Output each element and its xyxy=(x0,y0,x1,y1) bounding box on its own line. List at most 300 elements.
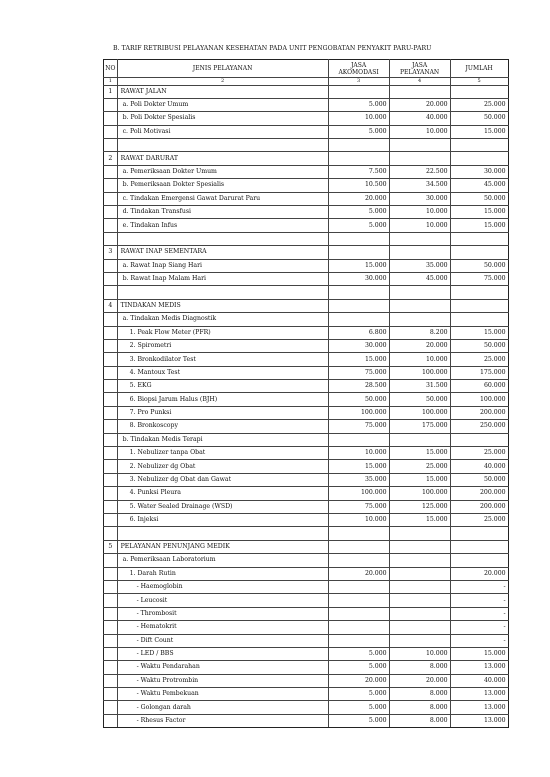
table-row xyxy=(104,272,509,285)
jumlah-value: 200.000 xyxy=(450,500,508,513)
jumlah-value: - xyxy=(450,594,508,607)
jasa-akomodasi-value xyxy=(328,85,389,98)
service-name: 6. Injeksi xyxy=(117,514,328,527)
table-row xyxy=(104,366,509,379)
row-number xyxy=(104,594,118,607)
jumlah-value: 25.000 xyxy=(450,353,508,366)
table-row xyxy=(104,567,509,580)
jasa-pelayanan-value: 20.000 xyxy=(389,98,450,111)
jasa-akomodasi-value xyxy=(328,580,389,593)
row-number xyxy=(104,286,118,299)
jasa-pelayanan-value xyxy=(389,433,450,446)
jasa-pelayanan-value: 25.000 xyxy=(389,460,450,473)
jasa-akomodasi-value: 50.000 xyxy=(328,393,389,406)
header-no: NO xyxy=(104,60,118,78)
jasa-akomodasi-value: 5.000 xyxy=(328,206,389,219)
jasa-pelayanan-value: 8.000 xyxy=(389,701,450,714)
row-number xyxy=(104,125,118,138)
jasa-pelayanan-value: 40.000 xyxy=(389,112,450,125)
table-row xyxy=(104,286,509,299)
jumlah-value: 13.000 xyxy=(450,714,508,727)
service-name: 3. Nebulizer dg Obat dan Gawat xyxy=(117,473,328,486)
service-name: 1. Darah Rutin xyxy=(117,567,328,580)
jasa-pelayanan-value xyxy=(389,634,450,647)
jumlah-value: 100.000 xyxy=(450,393,508,406)
jasa-pelayanan-value: 45.000 xyxy=(389,272,450,285)
jumlah-value: - xyxy=(450,580,508,593)
jumlah-value: 50.000 xyxy=(450,112,508,125)
jasa-pelayanan-value: 100.000 xyxy=(389,487,450,500)
table-row xyxy=(104,447,509,460)
table-row xyxy=(104,85,509,98)
row-number xyxy=(104,139,118,152)
row-number xyxy=(104,514,118,527)
service-name: a. Poli Dokter Umum xyxy=(117,98,328,111)
service-name: - Waktu Pembekuan xyxy=(117,688,328,701)
jumlah-value: 60.000 xyxy=(450,380,508,393)
jasa-akomodasi-value: 15.000 xyxy=(328,353,389,366)
jasa-akomodasi-value: 75.000 xyxy=(328,366,389,379)
jasa-pelayanan-value: 15.000 xyxy=(389,447,450,460)
row-number xyxy=(104,353,118,366)
jasa-pelayanan-value xyxy=(389,299,450,312)
table-row xyxy=(104,125,509,138)
jumlah-value xyxy=(450,152,508,165)
jasa-akomodasi-value xyxy=(328,621,389,634)
row-number xyxy=(104,634,118,647)
jasa-pelayanan-value: 50.000 xyxy=(389,393,450,406)
jasa-akomodasi-value xyxy=(328,232,389,245)
service-name: b. Rawat Inap Malam Hari xyxy=(117,272,328,285)
service-name: - LED / BBS xyxy=(117,647,328,660)
jasa-akomodasi-value xyxy=(328,540,389,553)
row-number xyxy=(104,380,118,393)
row-number xyxy=(104,527,118,540)
service-name: - Hematokrit xyxy=(117,621,328,634)
table-row xyxy=(104,647,509,660)
jumlah-value: 40.000 xyxy=(450,674,508,687)
table-header xyxy=(104,60,509,78)
jasa-akomodasi-value: 30.000 xyxy=(328,272,389,285)
table-row xyxy=(104,206,509,219)
table-row xyxy=(104,393,509,406)
jasa-pelayanan-value xyxy=(389,594,450,607)
row-number xyxy=(104,447,118,460)
jasa-akomodasi-value: 10.000 xyxy=(328,447,389,460)
jumlah-value: 15.000 xyxy=(450,219,508,232)
service-name: 6. Biopsi Jarum Halus (BJH) xyxy=(117,393,328,406)
jasa-pelayanan-value: 125.000 xyxy=(389,500,450,513)
service-name: RAWAT JALAN xyxy=(117,85,328,98)
row-number xyxy=(104,179,118,192)
jumlah-value: 13.000 xyxy=(450,688,508,701)
jasa-pelayanan-value xyxy=(389,567,450,580)
jasa-akomodasi-value: 5.000 xyxy=(328,647,389,660)
column-number: 5 xyxy=(450,78,508,86)
service-name: 7. Pro Punksi xyxy=(117,406,328,419)
table-row xyxy=(104,688,509,701)
service-name: a. Pemeriksaan Laboratorium xyxy=(117,554,328,567)
row-number xyxy=(104,326,118,339)
jasa-pelayanan-value xyxy=(389,85,450,98)
row-number xyxy=(104,647,118,660)
row-number xyxy=(104,661,118,674)
jasa-pelayanan-value: 15.000 xyxy=(389,514,450,527)
service-name: 8. Bronkoscopy xyxy=(117,420,328,433)
jasa-pelayanan-value: 20.000 xyxy=(389,674,450,687)
table-row xyxy=(104,594,509,607)
service-name xyxy=(117,139,328,152)
row-number xyxy=(104,406,118,419)
jasa-akomodasi-value: 100.000 xyxy=(328,406,389,419)
row-number xyxy=(104,433,118,446)
table-row xyxy=(104,420,509,433)
jumlah-value: 15.000 xyxy=(450,125,508,138)
jasa-akomodasi-value: 30.000 xyxy=(328,339,389,352)
row-number: 5 xyxy=(104,540,118,553)
table-row xyxy=(104,674,509,687)
jasa-akomodasi-value: 5.000 xyxy=(328,688,389,701)
jumlah-value xyxy=(450,246,508,259)
jasa-pelayanan-value xyxy=(389,139,450,152)
service-name: - Dift Count xyxy=(117,634,328,647)
table-row xyxy=(104,621,509,634)
jasa-akomodasi-value xyxy=(328,139,389,152)
service-name: RAWAT INAP SEMENTARA xyxy=(117,246,328,259)
service-name: - Golongan darah xyxy=(117,701,328,714)
table-row xyxy=(104,500,509,513)
column-number: 3 xyxy=(328,78,389,86)
jasa-akomodasi-value: 5.000 xyxy=(328,125,389,138)
jumlah-value: - xyxy=(450,621,508,634)
table-row xyxy=(104,714,509,727)
row-number xyxy=(104,219,118,232)
jasa-pelayanan-value: 8.000 xyxy=(389,714,450,727)
row-number: 3 xyxy=(104,246,118,259)
jasa-akomodasi-value: 15.000 xyxy=(328,259,389,272)
jasa-pelayanan-value: 10.000 xyxy=(389,125,450,138)
row-number xyxy=(104,366,118,379)
jasa-pelayanan-value: 10.000 xyxy=(389,219,450,232)
jasa-pelayanan-value: 31.500 xyxy=(389,380,450,393)
jumlah-value xyxy=(450,139,508,152)
jasa-pelayanan-value: 8.200 xyxy=(389,326,450,339)
jumlah-value: 200.000 xyxy=(450,406,508,419)
jasa-akomodasi-value: 20.000 xyxy=(328,192,389,205)
jasa-akomodasi-value: 5.000 xyxy=(328,701,389,714)
row-number xyxy=(104,393,118,406)
jasa-pelayanan-value xyxy=(389,540,450,553)
jumlah-value: 250.000 xyxy=(450,420,508,433)
jumlah-value xyxy=(450,313,508,326)
jumlah-value: 50.000 xyxy=(450,339,508,352)
service-name: 4. Punksi Pleura xyxy=(117,487,328,500)
service-name: - Haemoglobin xyxy=(117,580,328,593)
jasa-pelayanan-value: 34.500 xyxy=(389,179,450,192)
service-name: 5. EKG xyxy=(117,380,328,393)
jasa-akomodasi-value xyxy=(328,607,389,620)
jumlah-value: - xyxy=(450,607,508,620)
jasa-akomodasi-value: 75.000 xyxy=(328,500,389,513)
service-name: e. Tindakan Infus xyxy=(117,219,328,232)
jasa-pelayanan-value: 100.000 xyxy=(389,366,450,379)
jasa-pelayanan-value: 15.000 xyxy=(389,473,450,486)
jasa-akomodasi-value: 10.000 xyxy=(328,514,389,527)
table-row xyxy=(104,246,509,259)
jasa-akomodasi-value xyxy=(328,433,389,446)
jasa-akomodasi-value: 75.000 xyxy=(328,420,389,433)
table-row xyxy=(104,634,509,647)
jumlah-value xyxy=(450,540,508,553)
table-row xyxy=(104,219,509,232)
service-name: b. Tindakan Medis Terapi xyxy=(117,433,328,446)
jumlah-value xyxy=(450,85,508,98)
jumlah-value xyxy=(450,554,508,567)
row-number: 2 xyxy=(104,152,118,165)
column-number: 4 xyxy=(389,78,450,86)
jasa-akomodasi-value xyxy=(328,299,389,312)
table-row xyxy=(104,406,509,419)
service-name: a. Pemeriksaan Dokter Umum xyxy=(117,165,328,178)
service-name: PELAYANAN PENUNJANG MEDIK xyxy=(117,540,328,553)
jumlah-value: 13.000 xyxy=(450,701,508,714)
row-number xyxy=(104,580,118,593)
row-number: 1 xyxy=(104,85,118,98)
row-number xyxy=(104,259,118,272)
jasa-pelayanan-value: 10.000 xyxy=(389,206,450,219)
jumlah-value: 15.000 xyxy=(450,647,508,660)
jasa-pelayanan-value xyxy=(389,232,450,245)
table-row xyxy=(104,339,509,352)
service-name: b. Poli Dokter Spesialis xyxy=(117,112,328,125)
jasa-pelayanan-value: 10.000 xyxy=(389,353,450,366)
document-title: B. TARIF RETRIBUSI PELAYANAN KESEHATAN PADA UNIT PENGOBATAN PENYAKIT PARU-PARU xyxy=(113,45,432,52)
service-name: - Thrombosit xyxy=(117,607,328,620)
service-name: - Rhesus Factor xyxy=(117,714,328,727)
service-name: 4. Mantoux Test xyxy=(117,366,328,379)
row-number xyxy=(104,607,118,620)
jasa-pelayanan-value xyxy=(389,313,450,326)
jumlah-value: 200.000 xyxy=(450,487,508,500)
service-name: - Leucosit xyxy=(117,594,328,607)
jumlah-value: 25.000 xyxy=(450,447,508,460)
row-number: 4 xyxy=(104,299,118,312)
jasa-pelayanan-value: 100.000 xyxy=(389,406,450,419)
jumlah-value: 20.000 xyxy=(450,567,508,580)
jasa-pelayanan-value xyxy=(389,580,450,593)
table-row xyxy=(104,580,509,593)
jumlah-value: 25.000 xyxy=(450,98,508,111)
jasa-akomodasi-value: 6.800 xyxy=(328,326,389,339)
jasa-akomodasi-value xyxy=(328,246,389,259)
jasa-pelayanan-value xyxy=(389,554,450,567)
row-number xyxy=(104,621,118,634)
jumlah-value: 50.000 xyxy=(450,259,508,272)
row-number xyxy=(104,192,118,205)
service-name: c. Poli Motivasi xyxy=(117,125,328,138)
jasa-pelayanan-value: 35.000 xyxy=(389,259,450,272)
jasa-akomodasi-value xyxy=(328,634,389,647)
jasa-pelayanan-value: 8.000 xyxy=(389,688,450,701)
jumlah-value xyxy=(450,232,508,245)
table-row xyxy=(104,326,509,339)
jasa-akomodasi-value xyxy=(328,527,389,540)
row-number xyxy=(104,688,118,701)
jasa-akomodasi-value: 100.000 xyxy=(328,487,389,500)
jumlah-value: 30.000 xyxy=(450,165,508,178)
service-name: 1. Nebulizer tanpa Obat xyxy=(117,447,328,460)
jasa-akomodasi-value: 7.500 xyxy=(328,165,389,178)
table-row xyxy=(104,380,509,393)
table-row xyxy=(104,192,509,205)
jasa-pelayanan-value xyxy=(389,246,450,259)
row-number xyxy=(104,473,118,486)
column-number: 2 xyxy=(117,78,328,86)
column-number: 1 xyxy=(104,78,118,86)
jumlah-value: 50.000 xyxy=(450,473,508,486)
jasa-pelayanan-value xyxy=(389,152,450,165)
header-akomodasi-line1: JASA xyxy=(351,61,367,69)
jumlah-value: 13.000 xyxy=(450,661,508,674)
jasa-pelayanan-value xyxy=(389,527,450,540)
header-pelayanan-line1: JASA xyxy=(412,61,428,69)
row-number xyxy=(104,674,118,687)
header-jumlah: JUMLAH xyxy=(450,60,508,78)
jumlah-value: 40.000 xyxy=(450,460,508,473)
row-number xyxy=(104,460,118,473)
jasa-akomodasi-value: 5.000 xyxy=(328,219,389,232)
service-name: c. Tindakan Emergensi Gawat Darurat Paru xyxy=(117,192,328,205)
service-name: 2. Nebulizer dg Obat xyxy=(117,460,328,473)
jasa-akomodasi-value: 15.000 xyxy=(328,460,389,473)
jasa-pelayanan-value: 30.000 xyxy=(389,192,450,205)
jasa-pelayanan-value: 8.000 xyxy=(389,661,450,674)
jasa-pelayanan-value: 20.000 xyxy=(389,339,450,352)
service-name: TINDAKAN MEDIS xyxy=(117,299,328,312)
service-name: b. Pemeriksaan Dokter Spesialis xyxy=(117,179,328,192)
table-row xyxy=(104,661,509,674)
service-name: d. Tindakan Transfusi xyxy=(117,206,328,219)
jasa-akomodasi-value xyxy=(328,313,389,326)
table-row xyxy=(104,540,509,553)
row-number xyxy=(104,98,118,111)
jumlah-value: 15.000 xyxy=(450,206,508,219)
row-number xyxy=(104,567,118,580)
table-row xyxy=(104,299,509,312)
jasa-akomodasi-value: 10.500 xyxy=(328,179,389,192)
row-number xyxy=(104,232,118,245)
header-pelayanan-line2: PELAYANAN xyxy=(400,68,440,76)
jasa-akomodasi-value xyxy=(328,594,389,607)
jasa-akomodasi-value: 28.500 xyxy=(328,380,389,393)
jasa-akomodasi-value: 5.000 xyxy=(328,98,389,111)
service-name: a. Rawat Inap Siang Hari xyxy=(117,259,328,272)
jasa-pelayanan-value: 10.000 xyxy=(389,647,450,660)
table-row xyxy=(104,139,509,152)
service-name: - Waktu Protrombin xyxy=(117,674,328,687)
service-name: 1. Peak Flow Meter (PFR) xyxy=(117,326,328,339)
jumlah-value: 45.000 xyxy=(450,179,508,192)
row-number xyxy=(104,701,118,714)
table-row xyxy=(104,152,509,165)
service-name: - Waktu Pendarahan xyxy=(117,661,328,674)
row-number xyxy=(104,339,118,352)
jumlah-value xyxy=(450,433,508,446)
service-name xyxy=(117,232,328,245)
service-name: 5. Water Sealed Drainage (WSD) xyxy=(117,500,328,513)
jumlah-value xyxy=(450,286,508,299)
table-row xyxy=(104,487,509,500)
jasa-pelayanan-value xyxy=(389,607,450,620)
table-row xyxy=(104,514,509,527)
table-row xyxy=(104,313,509,326)
table-row xyxy=(104,607,509,620)
row-number xyxy=(104,112,118,125)
jasa-akomodasi-value xyxy=(328,152,389,165)
header-jasa-akomodasi xyxy=(328,60,389,78)
jumlah-value: 15.000 xyxy=(450,326,508,339)
jumlah-value: 25.000 xyxy=(450,514,508,527)
jumlah-value: 75.000 xyxy=(450,272,508,285)
jasa-pelayanan-value: 175.000 xyxy=(389,420,450,433)
table-row xyxy=(104,527,509,540)
jumlah-value xyxy=(450,527,508,540)
table-row xyxy=(104,701,509,714)
jumlah-value: - xyxy=(450,634,508,647)
header-jenis-pelayanan: JENIS PELAYANAN xyxy=(117,60,328,78)
row-number xyxy=(104,420,118,433)
jasa-akomodasi-value xyxy=(328,554,389,567)
service-name xyxy=(117,286,328,299)
service-name: a. Tindakan Medis Diagnostik xyxy=(117,313,328,326)
table-row xyxy=(104,554,509,567)
service-name: RAWAT DARURAT xyxy=(117,152,328,165)
jasa-akomodasi-value: 5.000 xyxy=(328,661,389,674)
table-row xyxy=(104,112,509,125)
row-number xyxy=(104,272,118,285)
jasa-pelayanan-value xyxy=(389,621,450,634)
column-number-row xyxy=(104,78,509,86)
header-jasa-pelayanan xyxy=(389,60,450,78)
table-row xyxy=(104,473,509,486)
row-number xyxy=(104,554,118,567)
jasa-akomodasi-value: 35.000 xyxy=(328,473,389,486)
service-name: 2. Spirometri xyxy=(117,339,328,352)
row-number xyxy=(104,313,118,326)
jasa-akomodasi-value: 20.000 xyxy=(328,567,389,580)
jasa-akomodasi-value: 10.000 xyxy=(328,112,389,125)
jasa-akomodasi-value xyxy=(328,286,389,299)
jumlah-value: 50.000 xyxy=(450,192,508,205)
table-row xyxy=(104,433,509,446)
row-number xyxy=(104,206,118,219)
jasa-pelayanan-value: 22.500 xyxy=(389,165,450,178)
jasa-pelayanan-value xyxy=(389,286,450,299)
table-row xyxy=(104,353,509,366)
header-akomodasi-line2: AKOMODASI xyxy=(338,68,379,76)
jumlah-value: 175.000 xyxy=(450,366,508,379)
table-row xyxy=(104,232,509,245)
jasa-akomodasi-value: 20.000 xyxy=(328,674,389,687)
row-number xyxy=(104,487,118,500)
row-number xyxy=(104,165,118,178)
table-row xyxy=(104,179,509,192)
table-row xyxy=(104,165,509,178)
row-number xyxy=(104,714,118,727)
service-name: 3. Bronkodilator Test xyxy=(117,353,328,366)
table-row xyxy=(104,98,509,111)
jumlah-value xyxy=(450,299,508,312)
